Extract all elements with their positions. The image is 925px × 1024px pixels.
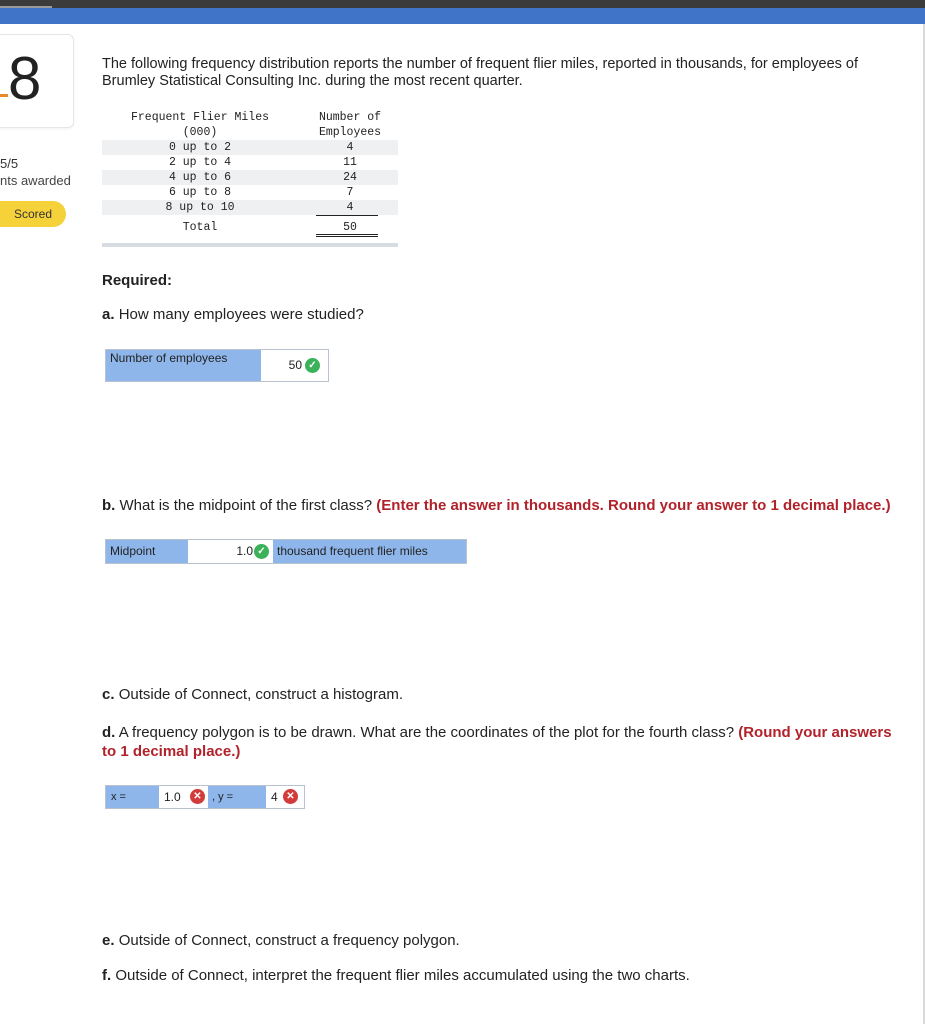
status-badge: Scored (0, 201, 66, 227)
part-b-question (102, 497, 891, 514)
part-b-instruction: (Enter the answer in thousands. Round your answer to 1 decimal place.) (376, 497, 891, 514)
question-intro: The following frequency distribution reports the number of frequent flier miles, reported in thousands, for employees of Brumley Statistical Consulting Inc. during the most recent quarter. (102, 56, 859, 89)
x-input-label: x = (106, 786, 159, 808)
part-c-question (102, 686, 403, 703)
count-cell: 11 (343, 156, 357, 169)
header-miles-unit: (000) (182, 126, 218, 139)
total-label: Total (182, 221, 218, 234)
table-row (102, 185, 398, 200)
table-bottom-rule (102, 243, 398, 247)
count-cell: 24 (343, 171, 357, 184)
midpoint-input-label: Midpoint (106, 540, 188, 563)
employees-input-label: Number of employees (106, 350, 261, 381)
part-e-letter: e. (102, 932, 115, 949)
part-d-letter: d. (102, 724, 116, 741)
required-heading: Required: (102, 272, 173, 289)
midpoint-input[interactable]: 1.0 (236, 544, 253, 558)
class-cell: 4 up to 6 (168, 171, 232, 184)
table-total-row (102, 215, 398, 237)
header-employees: Number of (318, 111, 382, 124)
table-header-row (102, 110, 398, 125)
table-row (102, 155, 398, 170)
total-rule-double (316, 234, 378, 237)
part-f-letter: f. (102, 967, 112, 984)
midpoint-unit-label: thousand frequent flier miles (273, 540, 466, 563)
incorrect-cross-icon: ✕ (190, 789, 205, 804)
question-accent-bar (0, 94, 8, 97)
count-cell: 4 (346, 201, 354, 214)
question-number-box[interactable] (0, 34, 74, 128)
correct-check-icon: ✓ (254, 544, 269, 559)
correct-check-icon: ✓ (305, 358, 320, 373)
part-b-letter: b. (102, 497, 116, 514)
y-input[interactable]: 4 (271, 790, 278, 804)
incorrect-cross-icon: ✕ (283, 789, 298, 804)
part-d-instruction: (Round your answers to 1 decimal place.) (102, 724, 892, 760)
count-cell: 4 (346, 141, 354, 154)
part-b-answer-row (105, 539, 467, 564)
table-row (102, 140, 398, 155)
table-row (102, 200, 398, 215)
frequency-table (102, 110, 398, 247)
score-value: 5/5 (0, 156, 19, 171)
part-a-text: How many employees were studied? (118, 306, 364, 323)
part-f-text: Outside of Connect, interpret the frequent flier miles accumulated using the two charts. (115, 967, 690, 984)
part-d-text: A frequency polygon is to be drawn. What are the coordinates of the plot for the fourth class? (118, 724, 735, 741)
class-cell: 0 up to 2 (168, 141, 232, 154)
question-page (0, 24, 925, 1024)
part-e-text: Outside of Connect, construct a frequency polygon. (118, 932, 460, 949)
part-c-letter: c. (102, 686, 115, 703)
x-input[interactable]: 1.0 (164, 790, 181, 804)
header-miles: Frequent Flier Miles (130, 111, 270, 124)
part-f-question (102, 967, 690, 984)
employees-input[interactable]: 50 (288, 358, 302, 372)
class-cell: 8 up to 10 (165, 201, 235, 214)
part-a-answer-row (105, 349, 329, 382)
question-number: 8 (8, 45, 42, 112)
part-b-text: What is the midpoint of the first class? (119, 497, 373, 514)
window-top-bar (0, 0, 925, 8)
part-d-question (102, 723, 902, 761)
question-sidebar (0, 24, 75, 1024)
table-row (102, 170, 398, 185)
part-a-letter: a. (102, 306, 115, 323)
y-input-label: , y = (208, 786, 266, 808)
table-header-row-2 (102, 125, 398, 140)
count-cell: 7 (346, 186, 354, 199)
part-d-answer-row (105, 785, 305, 809)
points-awarded-label: nts awarded (0, 173, 71, 188)
header-blue-bar (0, 8, 925, 24)
header-employees-2: Employees (318, 126, 382, 139)
part-e-question (102, 932, 460, 949)
part-c-text: Outside of Connect, construct a histogram. (118, 686, 403, 703)
part-a-question (102, 306, 364, 323)
class-cell: 6 up to 8 (168, 186, 232, 199)
total-value: 50 (343, 221, 357, 234)
class-cell: 2 up to 4 (168, 156, 232, 169)
